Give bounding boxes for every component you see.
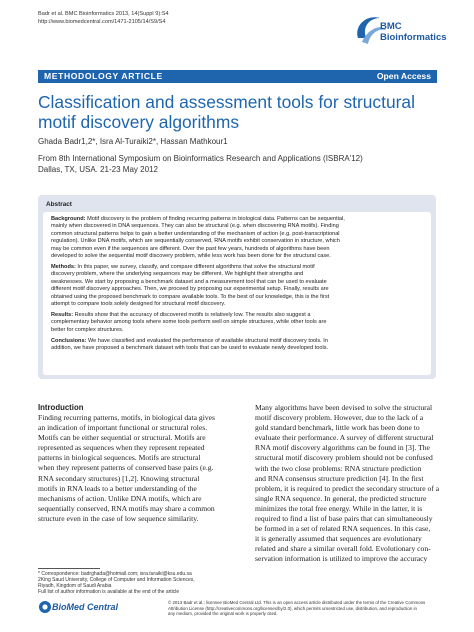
abstract-line: weaknesses. We start by proposing a benchmark dataset and a measurement tool that can be used to evaluate (51, 278, 327, 285)
journal-logo-line1: BMC (380, 21, 402, 32)
body-line: with the two close problems: RNA structure prediction (255, 463, 422, 473)
body-line: be formed in a set of related RNA sequences. In this case, (255, 524, 431, 534)
body-line: structural motif discovery problem should not be confused (255, 453, 433, 463)
body-line: and RNA consensus structure prediction [4]. In the first (255, 473, 424, 483)
body-line: it is generally assumed that sequences are evolutionary (255, 534, 422, 544)
article-type-banner (38, 70, 437, 83)
open-access-label: Open Access (376, 71, 431, 81)
abstract-line: Results show that the accuracy of discovered motifs is relatively low. The results also suggest a (74, 312, 311, 318)
body-line: single RNA sequence. In general, the predicted structure (255, 493, 427, 503)
footnote-affiliation: 2King Saud University, College of Computer and Information Sciences, (38, 577, 195, 583)
body-line: represented as sequences when they represent repeated (38, 443, 205, 453)
body-line: RNA motif discovery algorithms can be found in [3]. The (255, 443, 430, 453)
abstract-line: developed to solve the sequential motif discovery problem, while less work has been done for the structural case. (51, 253, 331, 260)
journal-logo-line2: Bioinformatics (380, 32, 447, 43)
background-label: Background: (51, 216, 86, 222)
body-line: minimizes the total free energy. While in the latter, it is (255, 503, 423, 513)
footnote-correspondence[interactable]: * Correspondence: badrghada@hotmail.com; isra.turaiki@ksu.edu.sa (38, 571, 192, 577)
conference-line: From 8th International Symposium on Bioinformatics Research and Applications (ISBRA'12) (38, 154, 363, 163)
methods-label: Methods: (51, 264, 76, 270)
intro-heading: Introduction (38, 403, 84, 412)
license-line: Attribution License (http://creativecommons.org/licenses/by/2.0), which permits unrestricted use, distribution, and reproduction in (168, 605, 417, 611)
abstract-conclusions (51, 338, 425, 353)
body-line: RNA secondary structures) [1,2]. Knowing structural (38, 473, 200, 483)
abstract-heading: Abstract (46, 201, 72, 208)
abstract-content (43, 212, 431, 375)
license-line: any medium, provided the original work is properly cited. (168, 611, 278, 617)
abstract-line: better for complex structures. (51, 326, 124, 333)
abstract-background (51, 216, 425, 260)
abstract-line: discovery problem, where the underlying sequences may be different. We highlight their strengths and (51, 271, 304, 278)
abstract-line: We have classified and evaluated the performance of available structural motif discovery tools. In (88, 338, 328, 344)
citation-line: Badr et al. BMC Bioinformatics 2013, 14(Suppl 9):S4 (38, 11, 169, 17)
body-line: Motifs can be either sequential or structural. Motifs are (38, 433, 206, 443)
body-line: structure even in the case of low sequence similarity. (38, 513, 199, 523)
footnote-more-info: Full list of author information is available at the end of the article (38, 589, 180, 595)
body-line: when they represent patterns of conserved base pairs (e.g. (38, 463, 214, 473)
abstract-line: complementary behavior among tools where some tools perform well on simple structures, while other tools are (51, 319, 327, 326)
body-line: gold standard benchmark, little work has been done to (255, 423, 420, 433)
abstract-box (38, 195, 436, 379)
license-line: © 2013 Badr et al.; licensee BioMed Central Ltd. This is an open access article distributed under the terms of the Creative Commons (168, 600, 426, 605)
body-line: related and share a similar overall fold. Evolutionary con- (255, 544, 431, 554)
abstract-methods (51, 264, 425, 308)
body-line: servation information is utilized to improve the accuracy (255, 554, 428, 564)
conference-location: Dallas, TX, USA. 21-23 May 2012 (38, 165, 158, 174)
abstract-line: obtained using the proposed benchmark to compare available tools. To the best of our knowledge, this is the first (51, 293, 330, 300)
abstract-line: common structural patterns helps to gain a better understanding of the mechanism of action (e.g. post-transcriptional (51, 230, 340, 237)
body-line: sequentially conserved, RNA motifs may share a common (38, 503, 215, 513)
conclusions-label: Conclusions: (51, 338, 87, 344)
footnote-divider (38, 568, 100, 569)
body-line: evaluate their performance. A survey of different structural (255, 433, 434, 443)
body-line: patterns in biological sequences. Motifs are structural (38, 453, 201, 463)
author-list: Ghada Badr1,2*, Isra Al-Turaiki2*, Hassan Mathkour1 (38, 137, 228, 146)
body-line: an indication of important functional or structural roles. (38, 423, 208, 433)
abstract-results (51, 312, 425, 334)
body-line: Many algorithms have been devised to solve the structural (255, 403, 433, 412)
title-line-2: motif discovery algorithms (38, 112, 240, 132)
abstract-line: different motif discovery approaches. Then, we proceed by proposing our experimental setup. Finally, results are (51, 286, 329, 293)
abstract-line: mainly when discovered in DNA sequences. They can also be structural (e.g. when discovering RNA motifs). Finding (51, 223, 339, 230)
abstract-line: In this paper, we survey, classify, and compare different algorithms that solve the structural motif (77, 264, 315, 270)
intro-right-column (255, 403, 455, 565)
results-label: Results: (51, 312, 74, 318)
title-line-1: Classification and assessment tools for structural (38, 92, 415, 112)
abstract-line: regulation). Unlike DNA motifs, which are sequentially conserved, RNA motifs exhibit conservation in structure, which (51, 238, 340, 245)
article-title (38, 92, 438, 132)
publisher-name: BioMed Central (52, 602, 119, 612)
body-line: motif discovery problem. However, due to the lack of a (255, 413, 424, 423)
abstract-line: addition, we have proposed a benchmark dataset with tools that can be used to evaluate newly developed tools. (51, 345, 329, 352)
article-type-label: METHODOLOGY ARTICLE (44, 71, 163, 81)
body-line: problem, it is required to predict the secondary structure of a (255, 483, 440, 493)
body-line: required to find a list of base pairs that can simultaneously (255, 514, 433, 524)
abstract-line: attempt to compare tools solely designed for structural motif discovery. (51, 301, 226, 308)
abstract-line: may be common even if the sequences are different. Over the past few years, hundreds of algorithms have been (51, 245, 330, 252)
article-url[interactable]: http://www.biomedcentral.com/1471-2105/14/S9/S4 (38, 19, 166, 25)
biomed-central-logo-icon (38, 600, 52, 614)
body-line: motifs in RNA leads to a better understanding of the (38, 483, 197, 493)
intro-left-column (38, 413, 238, 524)
license-text (168, 600, 438, 617)
body-line: mechanisms of action. Unlike DNA motifs, which are (38, 493, 202, 503)
footnote-affiliation-location: Riyadh, Kingdom of Saudi Arabia (38, 583, 112, 589)
body-line: Finding recurring patterns, motifs, in biological data gives (38, 413, 215, 422)
abstract-line: Motif discovery is the problem of finding recurring patterns in biological data. Patterns can be sequential, (87, 216, 345, 222)
